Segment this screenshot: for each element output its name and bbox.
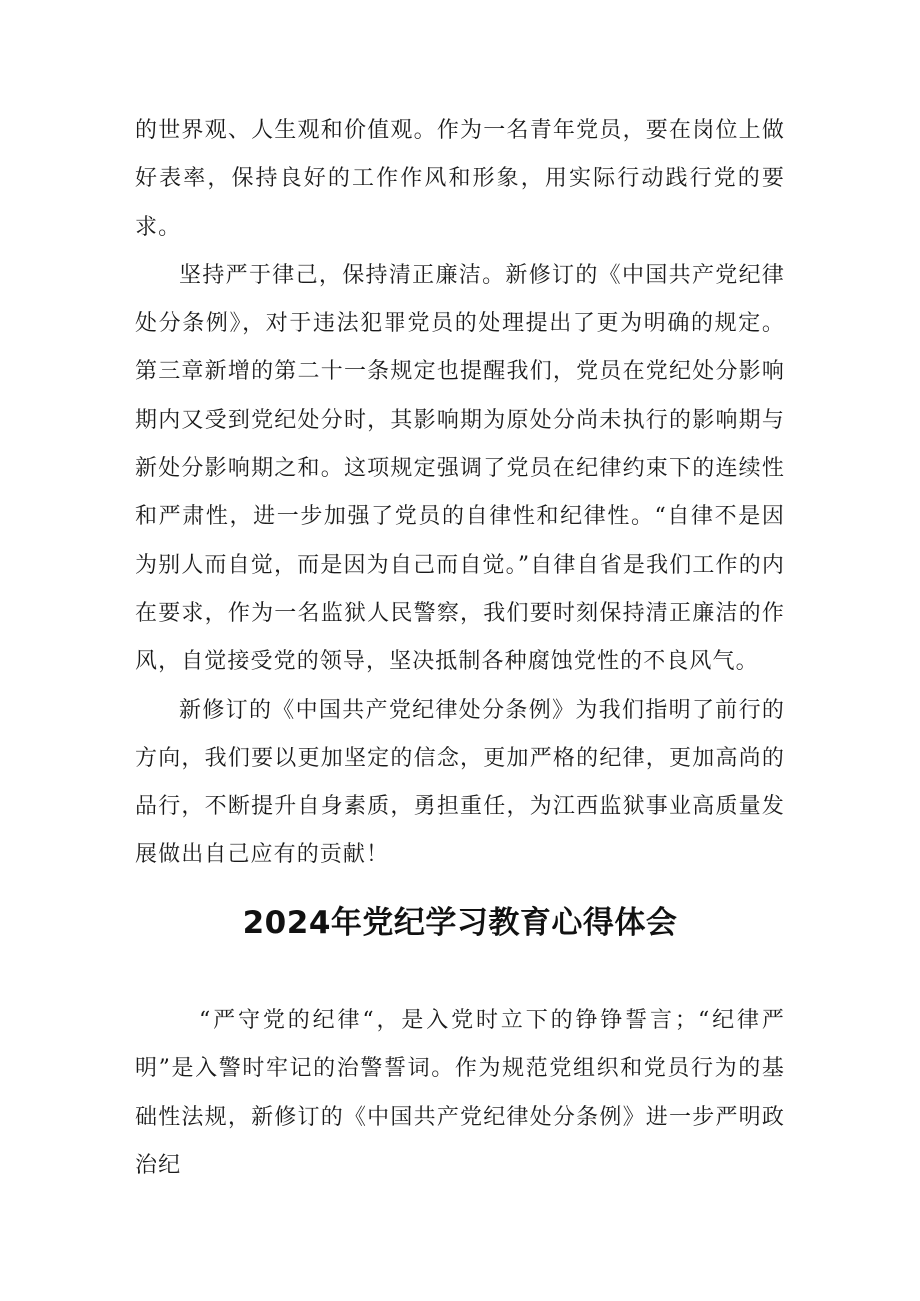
section-heading: 2024年党纪学习教育心得体会 [242,905,678,941]
essay-body-bottom [135,997,785,1190]
essay-body-top [135,107,785,880]
continuation-paragraph: 的世界观、人生观和价值观。作为一名青年党员，要在岗位上做好表率，保持良好的工作作风和形象，用实际行动践行党的要求。 [135,118,785,240]
paragraph-opening: “严守党的纪律“，是入党时立下的铮铮誓言；“纪律严明”是入警时牢记的治警誓词。作为规范党组织和党员行为的基础性法规，新修订的《中国共产党纪律处分条例》进一步严明政治纪 [135,1008,785,1178]
paragraph-conclusion: 新修订的《中国共产党纪律处分条例》为我们指明了前行的方向，我们要以更加坚定的信念，更加严格的纪律，更加高尚的品行，不断提升自身素质，勇担重任，为江西监狱事业高质量发展做出自己应有的贡献！ [135,697,785,868]
paragraph-self-discipline: 坚持严于律己，保持清正廉洁。新修订的《中国共产党纪律处分条例》，对于违法犯罪党员的处理提出了更为明确的规定。第三章新增的第二十一条规定也提醒我们，党员在党纪处分影响期内又受到党纪处分时，其影响期为原处分尚未执行的影响期与新处分影响期之和。这项规定强调了党员在纪律约束下的连续性和严肃性，进一步加强了党员的自律性和纪律性。“自律不是因为别人而自觉，而是因为自己而自觉。”自律自省是我们工作的内在要求，作为一名监狱人民警察，我们要时刻保持清正廉洁的作风，自觉接受党的领导，坚决抵制各种腐蚀党性的不良风气。 [135,262,785,675]
